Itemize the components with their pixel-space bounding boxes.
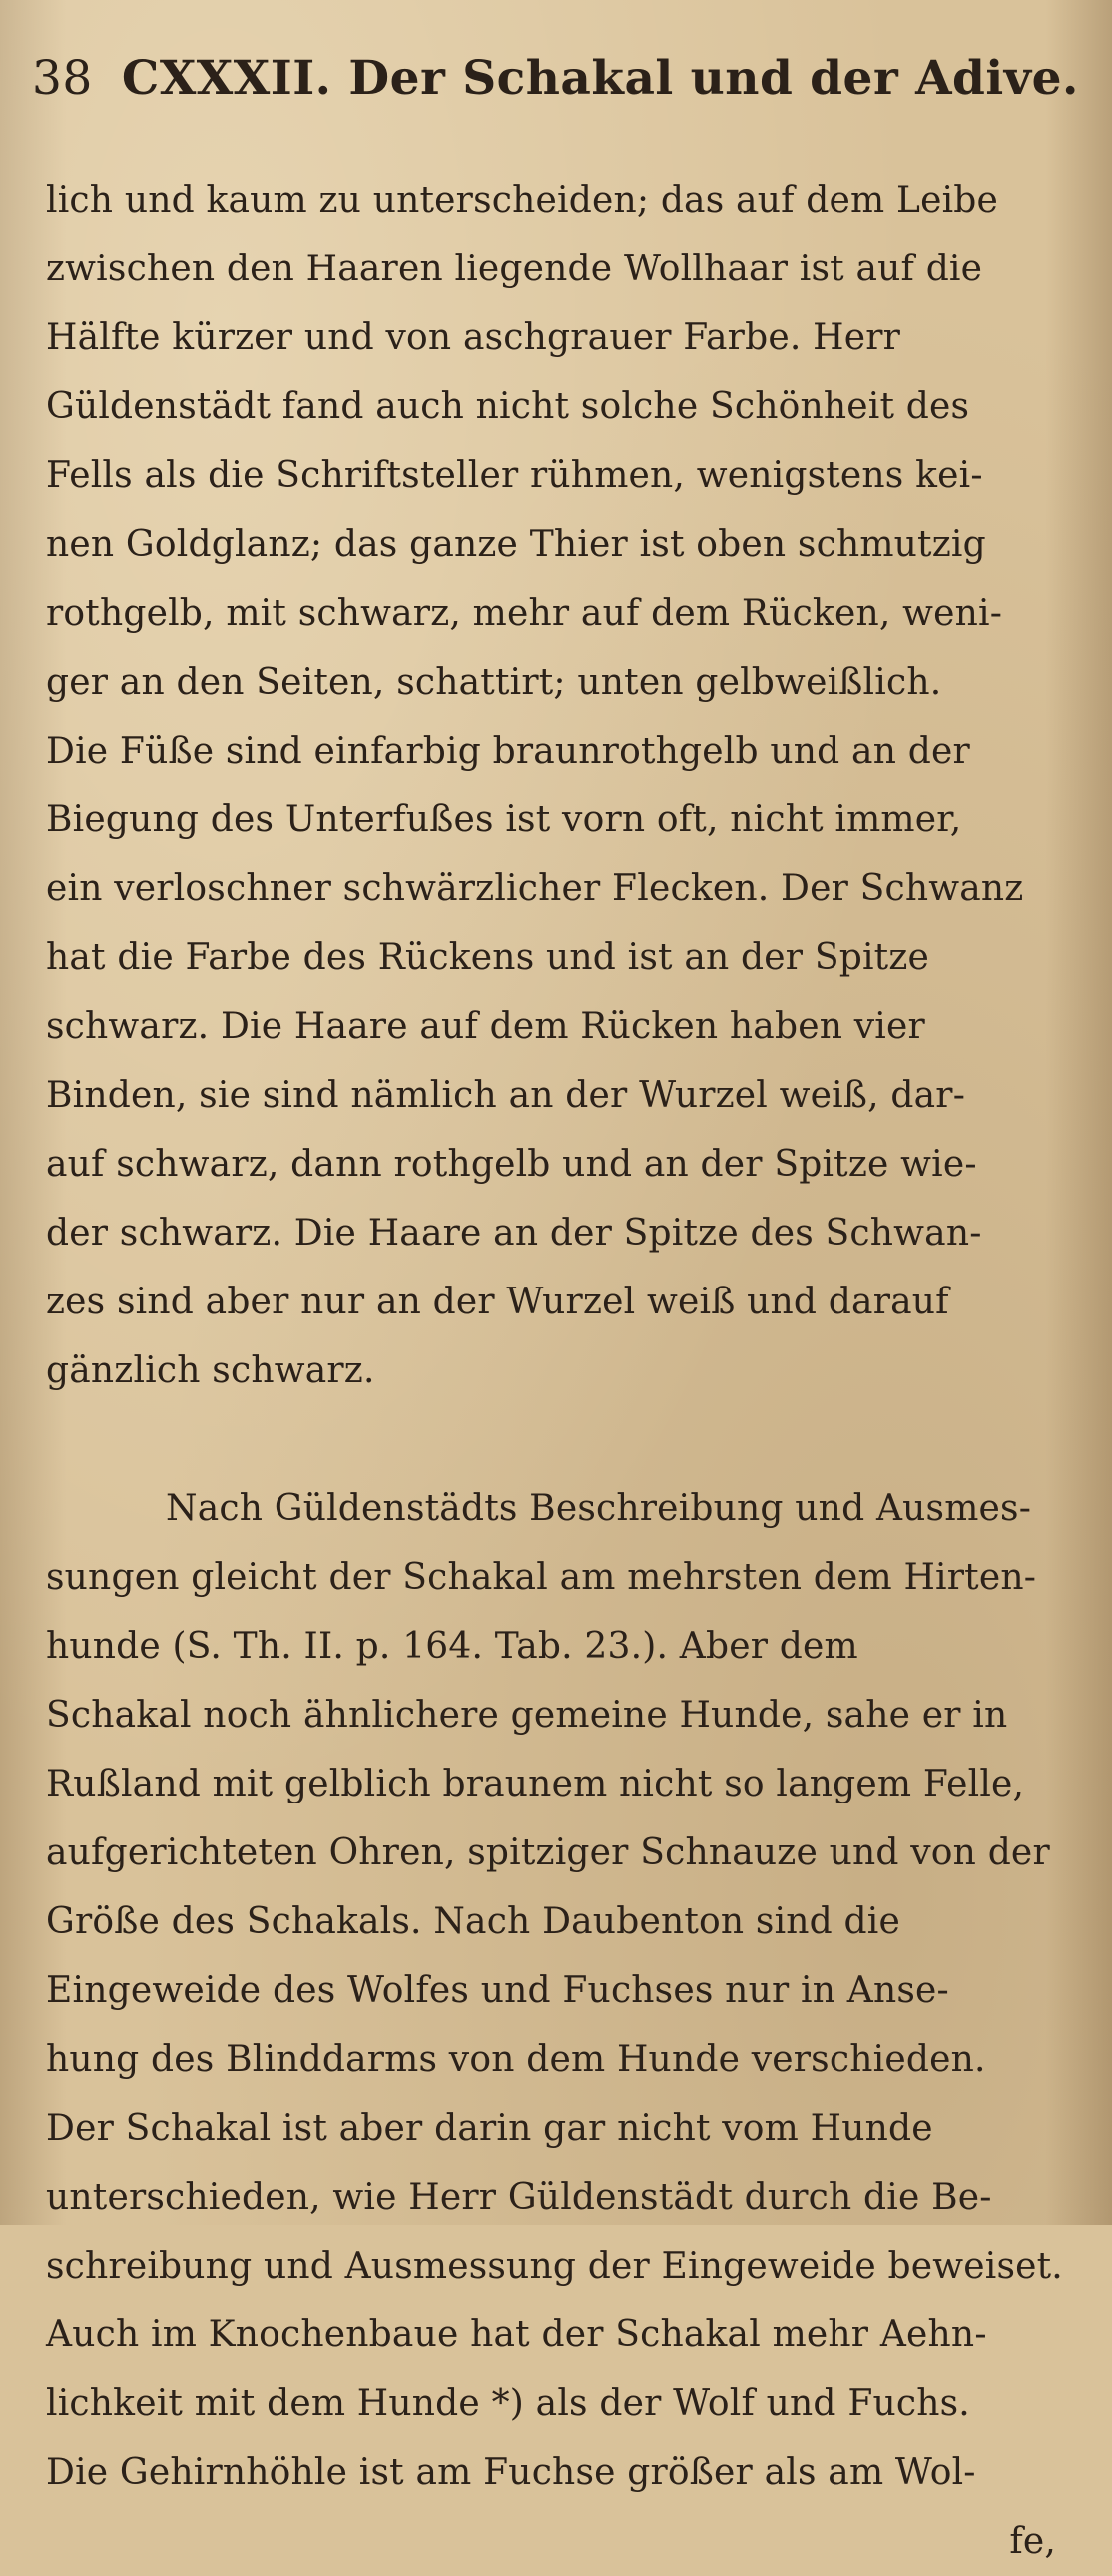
text-line: lich und kaum zu unterscheiden; das auf dem Leibe [46,180,999,221]
text-line: auf schwarz, dann rothgelb und an der Spitze wie- [46,1144,977,1185]
page-number: 38 [32,51,93,106]
text-line: schreibung und Ausmessung der Eingeweide beweiset. [46,2246,1063,2287]
text-line: aufgerichteten Ohren, spitziger Schnauze und von der [46,1832,1050,1873]
running-header [32,44,1079,114]
text-line: schwarz. Die Haare auf dem Rücken haben vier [46,1006,925,1047]
text-line: nen Goldglanz; das ganze Thier ist oben schmutzig [46,524,986,565]
text-line: Nach Güldenstädts Beschreibung und Ausmes- [166,1488,1032,1529]
text-line: Binden, sie sind nämlich an der Wurzel weiß, dar- [46,1075,966,1116]
text-line: hung des Blinddarms von dem Hunde verschieden. [46,2039,986,2080]
text-line: zes sind aber nur an der Wurzel weiß und darauf [46,1282,949,1322]
text-line: Die Gehirnhöhle ist am Fuchse größer als am Wol- [46,2452,976,2493]
text-line: Rußland mit gelblich braunem nicht so langem Felle, [46,1764,1025,1804]
paragraph-2 [46,1474,1072,2507]
text-line: ger an den Seiten, schattirt; unten gelbweißlich. [46,662,942,703]
paragraph-gap [46,1405,1072,1474]
text-line: Auch im Knochenbaue hat der Schakal mehr Aehn- [46,2315,987,2355]
text-line: Der Schakal ist aber darin gar nicht vom Hunde [46,2108,933,2149]
text-line: hunde (S. Th. II. p. 164. Tab. 23.). Aber dem [46,1626,858,1667]
text-line: Güldenstädt fand auch nicht solche Schönheit des [46,386,970,427]
text-line: Hälfte kürzer und von aschgrauer Farbe. Herr [46,317,901,358]
chapter-title: CXXXII. Der Schakal und der Adive. [121,51,1079,106]
text-line: Schakal noch ähnlichere gemeine Hunde, sahe er in [46,1695,1008,1736]
text-line: Die Füße sind einfarbig braunrothgelb und an der [46,731,970,772]
text-line: sungen gleicht der Schakal am mehrsten dem Hirten- [46,1557,1037,1598]
paragraph-1 [46,166,1072,1405]
text-line: der schwarz. Die Haare an der Spitze des Schwan- [46,1213,982,1254]
text-line: zwischen den Haaren liegende Wollhaar ist auf die [46,249,983,289]
text-line: Fells als die Schriftsteller rühmen, wenigstens kei- [46,455,983,496]
text-line: lichkeit mit dem Hunde *) als der Wolf und Fuchs. [46,2383,970,2424]
text-line: Eingeweide des Wolfes und Fuchses nur in Anse- [46,1970,949,2011]
body-text [46,166,1072,2576]
text-line: rothgelb, mit schwarz, mehr auf dem Rücken, weni- [46,593,1003,634]
text-line: unterschieden, wie Herr Güldenstädt durch die Be- [46,2177,992,2218]
text-line: gänzlich schwarz. [46,1350,375,1391]
text-line: Biegung des Unterfußes ist vorn oft, nicht immer, [46,799,962,840]
text-line: Größe des Schakals. Nach Daubenton sind die [46,1901,901,1942]
text-line: ein verloschner schwärzlicher Flecken. Der Schwanz [46,868,1024,909]
catchword: fe, [1009,2521,1056,2562]
text-line: hat die Farbe des Rückens und ist an der Spitze [46,937,930,978]
